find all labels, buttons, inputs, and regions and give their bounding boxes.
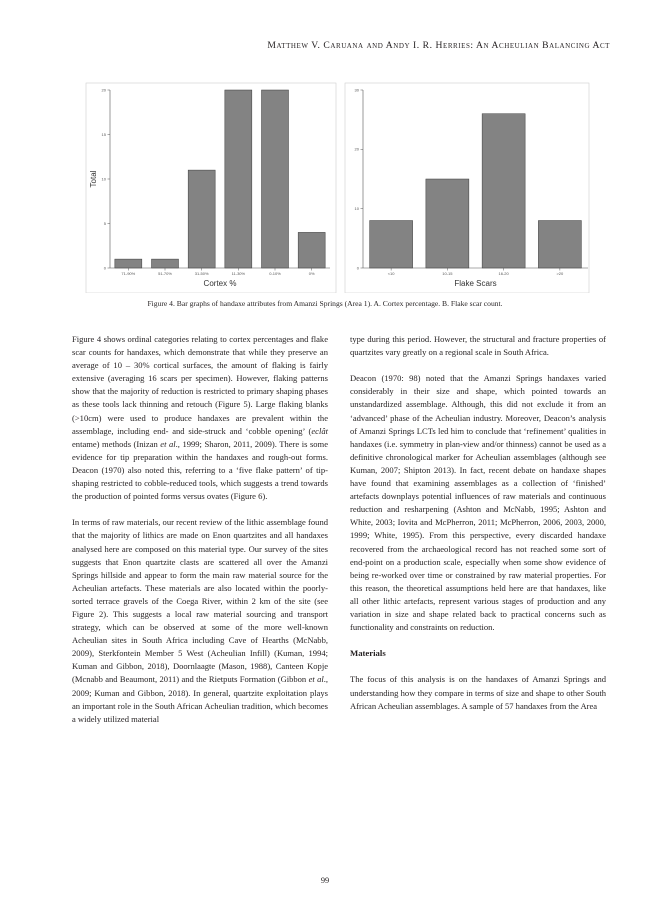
chart-b-x-axis-title: Flake Scars (454, 279, 497, 288)
chart-b-x-tick-label: 10-15 (442, 271, 453, 276)
chart-a-bar (188, 170, 215, 268)
running-head: Matthew V. Caruana and Andy I. R. Herries: An Acheulian Balancing Act (267, 40, 610, 51)
chart-a-x-tick-label: 0% (308, 271, 315, 276)
text-run: In terms of raw materials, our recent review of the lithic assemblage found that the majority of lithics are made on Enon quartzites and all handaxes analysed here are composed on this material type. Our survey of the sites suggests that Enon quartzite clasts are scattered all over the Amanzi Springs hillside and appear to form the main raw material source for the Acheulian artefacts. These materials are also located within the poorly-sorted terrace gravels of the Coega River, within 2 km of the site (see Figure 2). This suggests a local raw material sourcing and transport strategy, which can be observed at some of the more well-known Acheulian sites in South Africa including Cave of Hearths (McNabb, 2009), Sterkfontein Member 5 West (Acheulian Infill) (Kuman, 1994; Kuman and Gibbon, 2018), Doornlaagte (Mason, 1988), Canteen Kopje (Mcnabb and Beaumont, 2011) and the Rietputs Formation (Gibbon (72, 517, 328, 685)
right-column (350, 333, 606, 726)
italic-run: et al (160, 438, 176, 449)
text-run: entame) methods (Inizan (72, 438, 161, 449)
italic-run: et al (308, 674, 324, 685)
chart-b-bar (426, 179, 469, 268)
figure-caption: Figure 4. Bar graphs of handaxe attributes from Amanzi Springs (Area 1). A. Cortex percentage. B. Flake scar count. (147, 299, 503, 308)
chart-a-bar (298, 232, 325, 268)
chart-b-x-tick-label: >20 (556, 271, 564, 276)
chart-a-bar (115, 259, 142, 268)
chart-a-x-tick-label: 0-10% (269, 271, 281, 276)
chart-a-y-axis-title: Total (89, 170, 98, 188)
italic-run: eclât (311, 425, 328, 436)
chart-b-bar (370, 221, 413, 268)
figure-4-charts (0, 78, 650, 293)
left-paragraph-1 (72, 333, 328, 503)
chart-a-y-tick-label: 15 (101, 131, 106, 137)
chart-a-y-tick-label: 5 (103, 220, 106, 226)
chart-b-y-tick-label: 20 (354, 146, 359, 152)
text-run: ., 2009; Kuman and Gibbon, 2018). In general, quartzite exploitation plays an important role in the South African Acheulian tradition, which becomes a widely utilized material (72, 674, 329, 724)
left-paragraph-2 (72, 516, 328, 726)
chart-b-y-tick-label: 10 (354, 206, 359, 212)
chart-b-bar (538, 221, 581, 268)
chart-a-bar (152, 259, 179, 268)
text-run: Figure 4 shows ordinal categories relating to cortex percentages and flake scar counts for handaxes, which demonstrate that while they preserve an average of 10 – 30% cortical surfaces, the amount of flaking is fairly extensive (averaging 16 scars per specimen). However, flaking patterns show that the majority of reduction is restricted to primary shaping phases as these tools lack thinning and retouch (Figure 5). Large flaking blanks (>10cm) were used to produce handaxes are prevalent within the assemblage, including end- and side-struck and ‘cobble opening’ ( (72, 334, 328, 436)
chart-a-x-axis-title: Cortex % (203, 279, 237, 288)
chart-a-x-tick-label: 71-90% (121, 271, 136, 276)
chart-a-x-tick-label: 11-30% (231, 271, 246, 276)
chart-a-bar (225, 90, 252, 268)
figure-4 (0, 78, 650, 293)
chart-a-x-tick-label: 51-70% (158, 271, 172, 276)
right-paragraph-3: The focus of this analysis is on the handaxes of Amanzi Springs and understanding how they compare in terms of size and shape to other South African Acheulian assemblages. A sample of 57 handaxes from the Area (350, 674, 606, 711)
chart-a-y-tick-label: 0 (103, 265, 106, 271)
chart-a-x-tick-label: 31-50% (194, 271, 209, 276)
chart-b-x-tick-label: 16-20 (498, 271, 509, 276)
chart-b-x-tick-label: <10 (387, 271, 395, 276)
text-run: ., 1999; Sharon, 2011, 2009). There is some evidence for tip preparation within the handaxes and rough-out forms. Deacon (1970) also noted this, referring to a ‘five flake pattern’ of tip-shaping restricted to cobble-reduced tools, which suggests a trend towards the production of pointed forms versus ovates (Figure 6). (72, 438, 328, 502)
chart-b-y-tick-label: 0 (356, 265, 359, 271)
page-number: 99 (320, 876, 330, 885)
chart-b-bar (482, 114, 525, 268)
left-column (72, 333, 328, 739)
chart-a-y-tick-label: 20 (101, 87, 106, 93)
chart-a-bar (262, 90, 289, 268)
section-heading-materials: Materials (350, 648, 386, 659)
chart-b-y-tick-label: 30 (354, 87, 359, 93)
right-paragraph-2: Deacon (1970: 98) noted that the Amanzi Springs handaxes varied considerably in their size and shape, which pointed towards an unstandardized assemblage. Although, this did not exclude it from an ‘advanced’ phase of the Acheulian industry. Moreover, Deacon’s analysis of Amanzi Springs LCTs led him to conclude that ‘refinement’ qualities in handaxes (i.e. symmetry in plan-view and/or thinness) cannot be used as a definitive chronological marker for Acheulian assemblages (although see Kuman, 2007; Shipton 2013). In fact, recent debate on handaxe shapes have found that examining assemblages as a collection of ‘finished’ artefacts downplays potential influences of raw materials and continuous reduction and resharpening (Ashton and McNabb, 1995; Ashton and White, 2003; Iovita and McPherron, 2011; McPherron, 2006, 2003, 2000, 1999; White, 1995). From this perspective, every discarded handaxe recovered from the archaeological record has not reached some sort of end-point on a production scale, especially when some show evidence of being re-worked over time or constrained by raw material properties. For this reason, the theoretical assumptions held here are that handaxes, like all other lithic artefacts, represent various stages of production and any variation in size and shape related back to practical concerns such as functionality and constraints on reduction. (350, 373, 606, 633)
chart-a-y-tick-label: 10 (101, 176, 106, 182)
right-paragraph-1: type during this period. However, the structural and fracture properties of quartzites vary greatly on a regional scale in South Africa. (350, 334, 606, 358)
